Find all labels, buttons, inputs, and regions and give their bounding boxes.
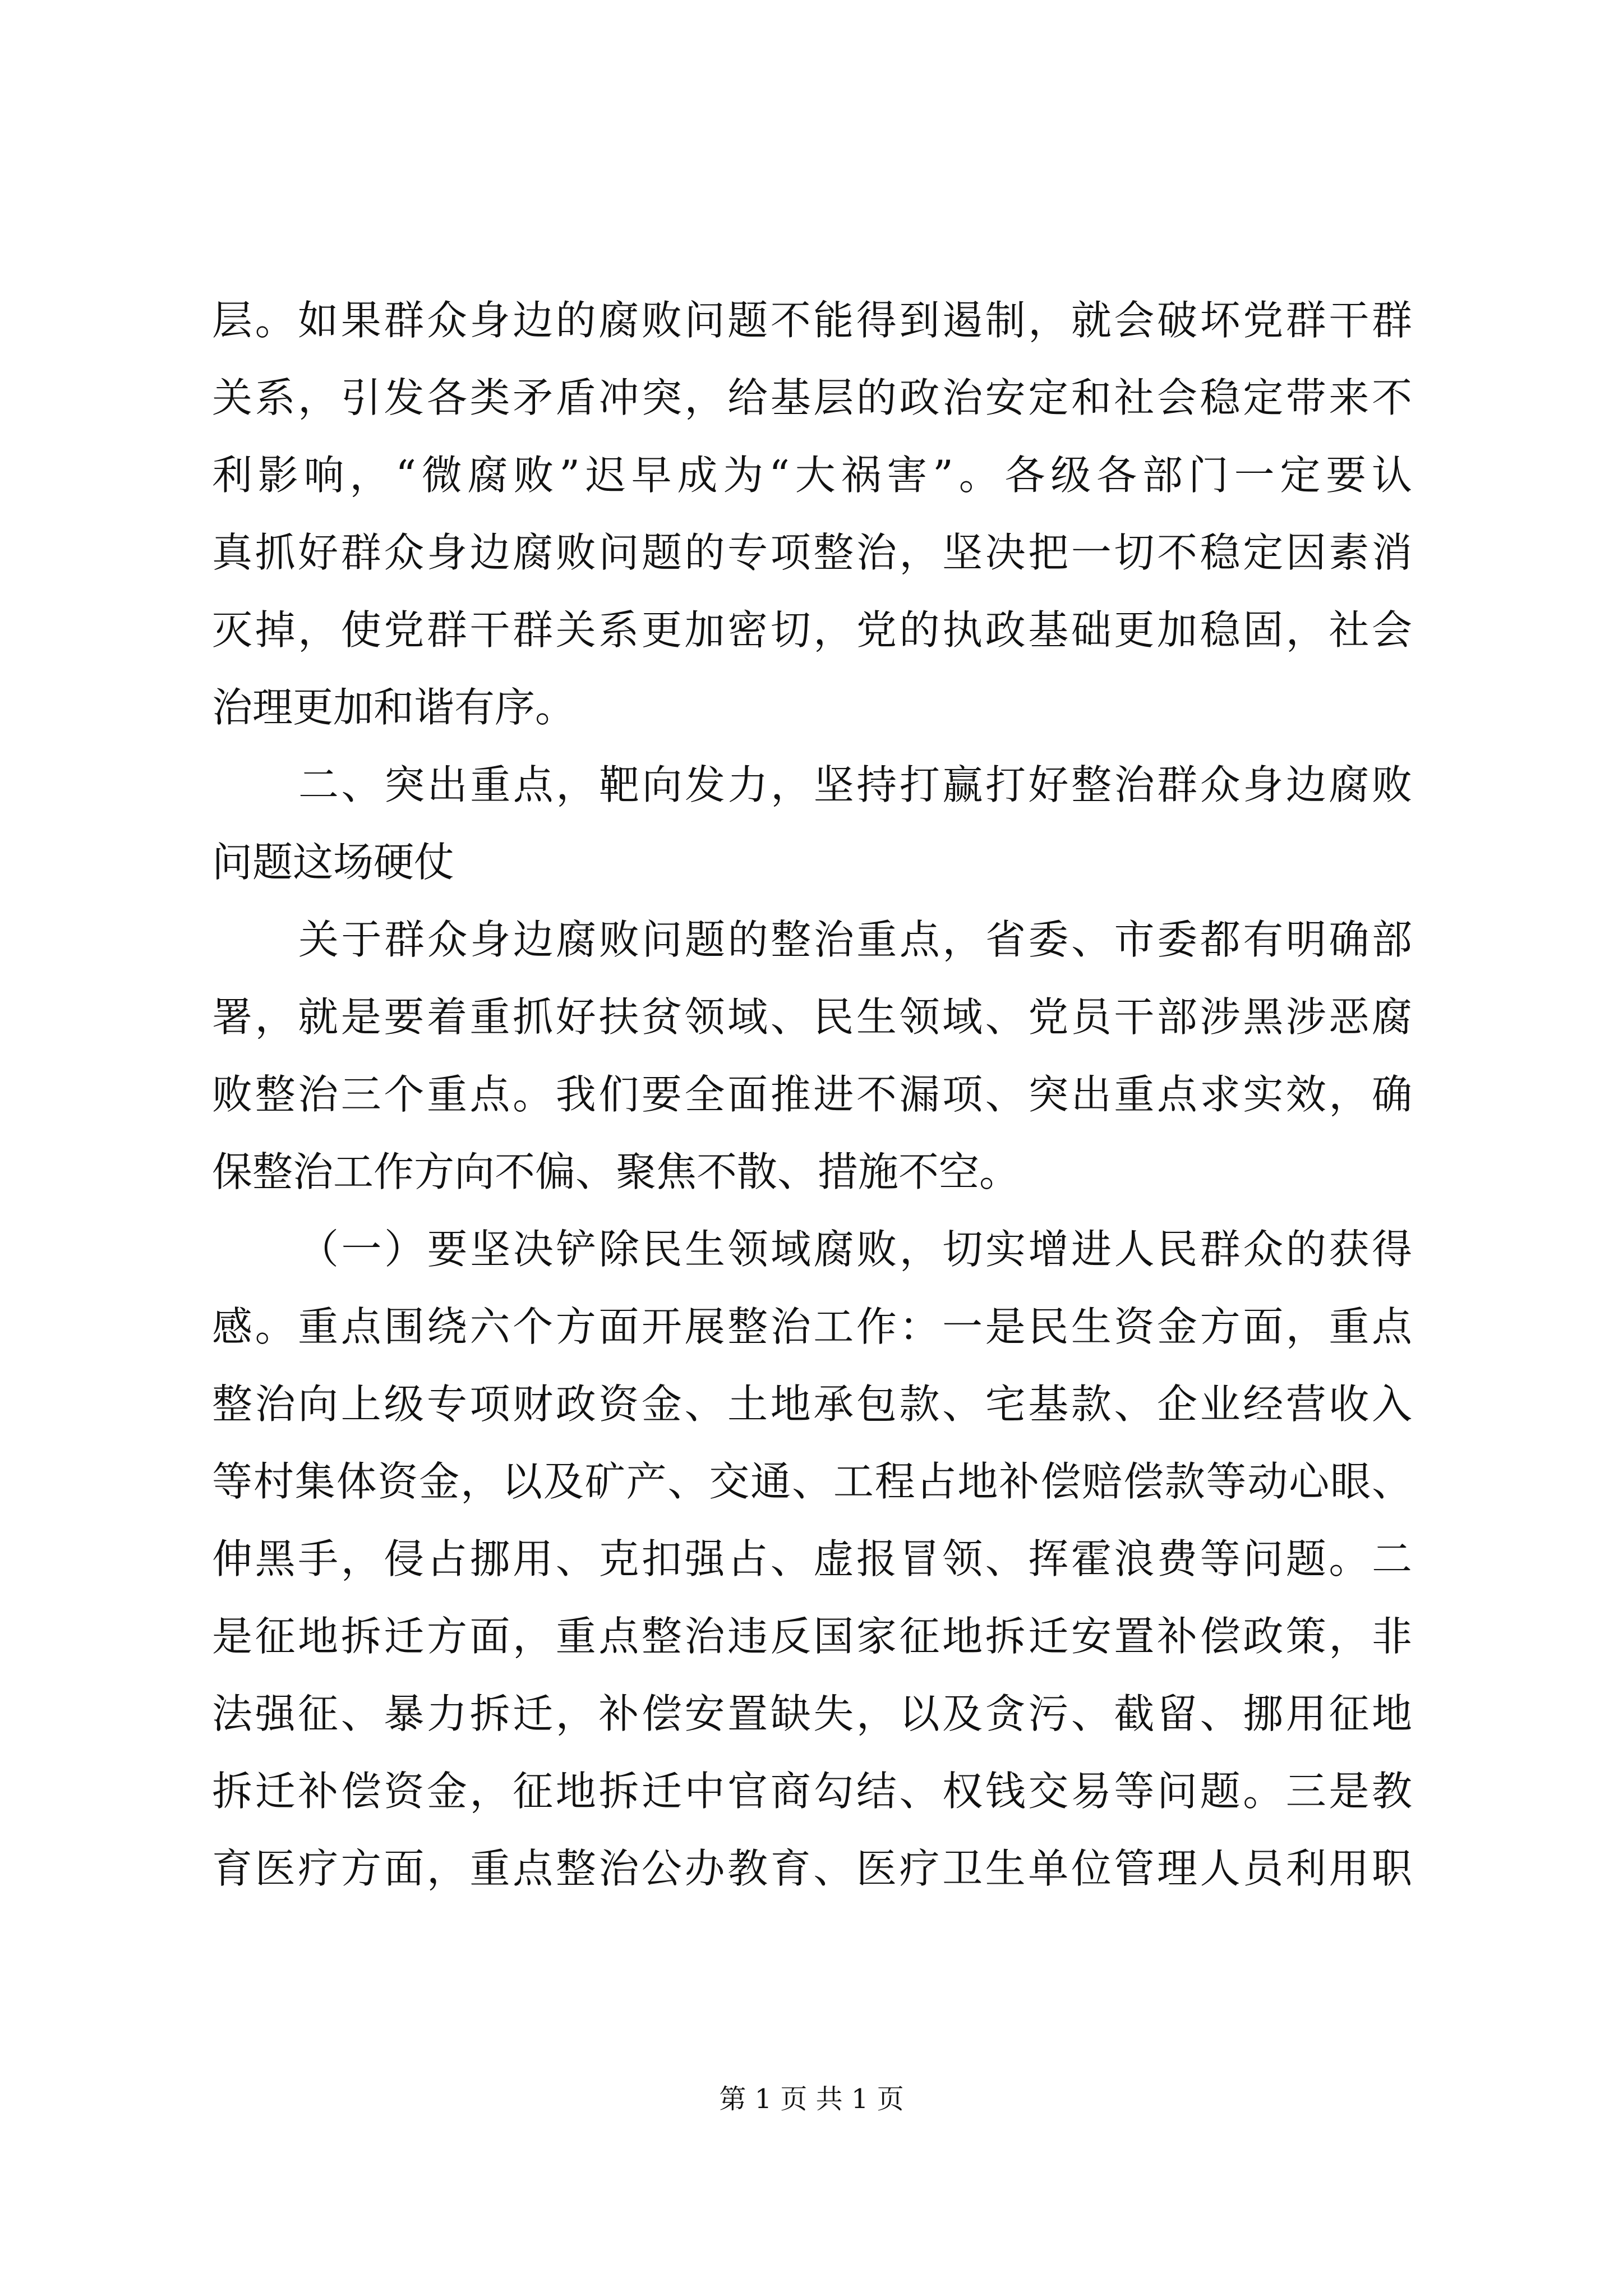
text-line: 育医疗方面，重点整治公办教育、医疗卫生单位管理人员利用职 [212,1845,1412,1892]
text-line: 拆迁补偿资金，征地拆迁中官商勾结、权钱交易等问题。三是教 [212,1768,1412,1815]
text-line: 问题这场硬仗 [212,839,455,886]
paragraph-1 [212,282,1412,746]
text-line: 灭掉，使党群干群关系更加密切，党的执政基础更加稳固，社会 [212,606,1412,654]
text-line: （一）要坚决铲除民生领域腐败，切实增进人民群众的获得 [298,1226,1412,1273]
text-line: 署，就是要着重抓好扶贫领域、民生领域、党员干部涉黑涉恶腐 [212,993,1412,1041]
text-line: 是征地拆迁方面，重点整治违反国家征地拆迁安置补偿政策，非 [212,1613,1412,1660]
document-body [212,282,1412,1907]
section-heading-2 [212,746,1412,901]
paragraph-4 [212,1211,1412,1907]
text-line: 整治向上级专项财政资金、土地承包款、宅基款、企业经营收入 [212,1381,1412,1428]
text-line: 层。如果群众身边的腐败问题不能得到遏制，就会破坏党群干群 [212,297,1412,344]
text-line: 二、突出重点，靶向发力，坚持打赢打好整治群众身边腐败 [298,761,1412,808]
text-line: 保整治工作方向不偏、聚焦不散、措施不空。 [212,1148,1020,1195]
text-line: 感。重点围绕六个方面开展整治工作：一是民生资金方面，重点 [212,1303,1412,1350]
text-line: 利影响，“微腐败”迟早成为“大祸害”。各级各部门一定要认 [212,452,1412,499]
text-line: 真抓好群众身边腐败问题的专项整治，坚决把一切不稳定因素消 [212,529,1412,576]
text-line: 治理更加和谐有序。 [212,684,576,731]
page-footer: 第 1 页 共 1 页 [719,2083,904,2115]
text-line: 关于群众身边腐败问题的整治重点，省委、市委都有明确部 [298,916,1412,963]
text-line: 关系，引发各类矛盾冲突，给基层的政治安定和社会稳定带来不 [212,374,1412,421]
text-line: 败整治三个重点。我们要全面推进不漏项、突出重点求实效，确 [212,1071,1412,1118]
text-line: 法强征、暴力拆迁，补偿安置缺失，以及贪污、截留、挪用征地 [212,1690,1412,1737]
text-line: 伸黑手，侵占挪用、克扣强占、虚报冒领、挥霍浪费等问题。二 [212,1535,1412,1582]
text-line: 等村集体资金，以及矿产、交通、工程占地补偿赔偿款等动心眼、 [212,1458,1412,1505]
paragraph-3 [212,901,1412,1211]
